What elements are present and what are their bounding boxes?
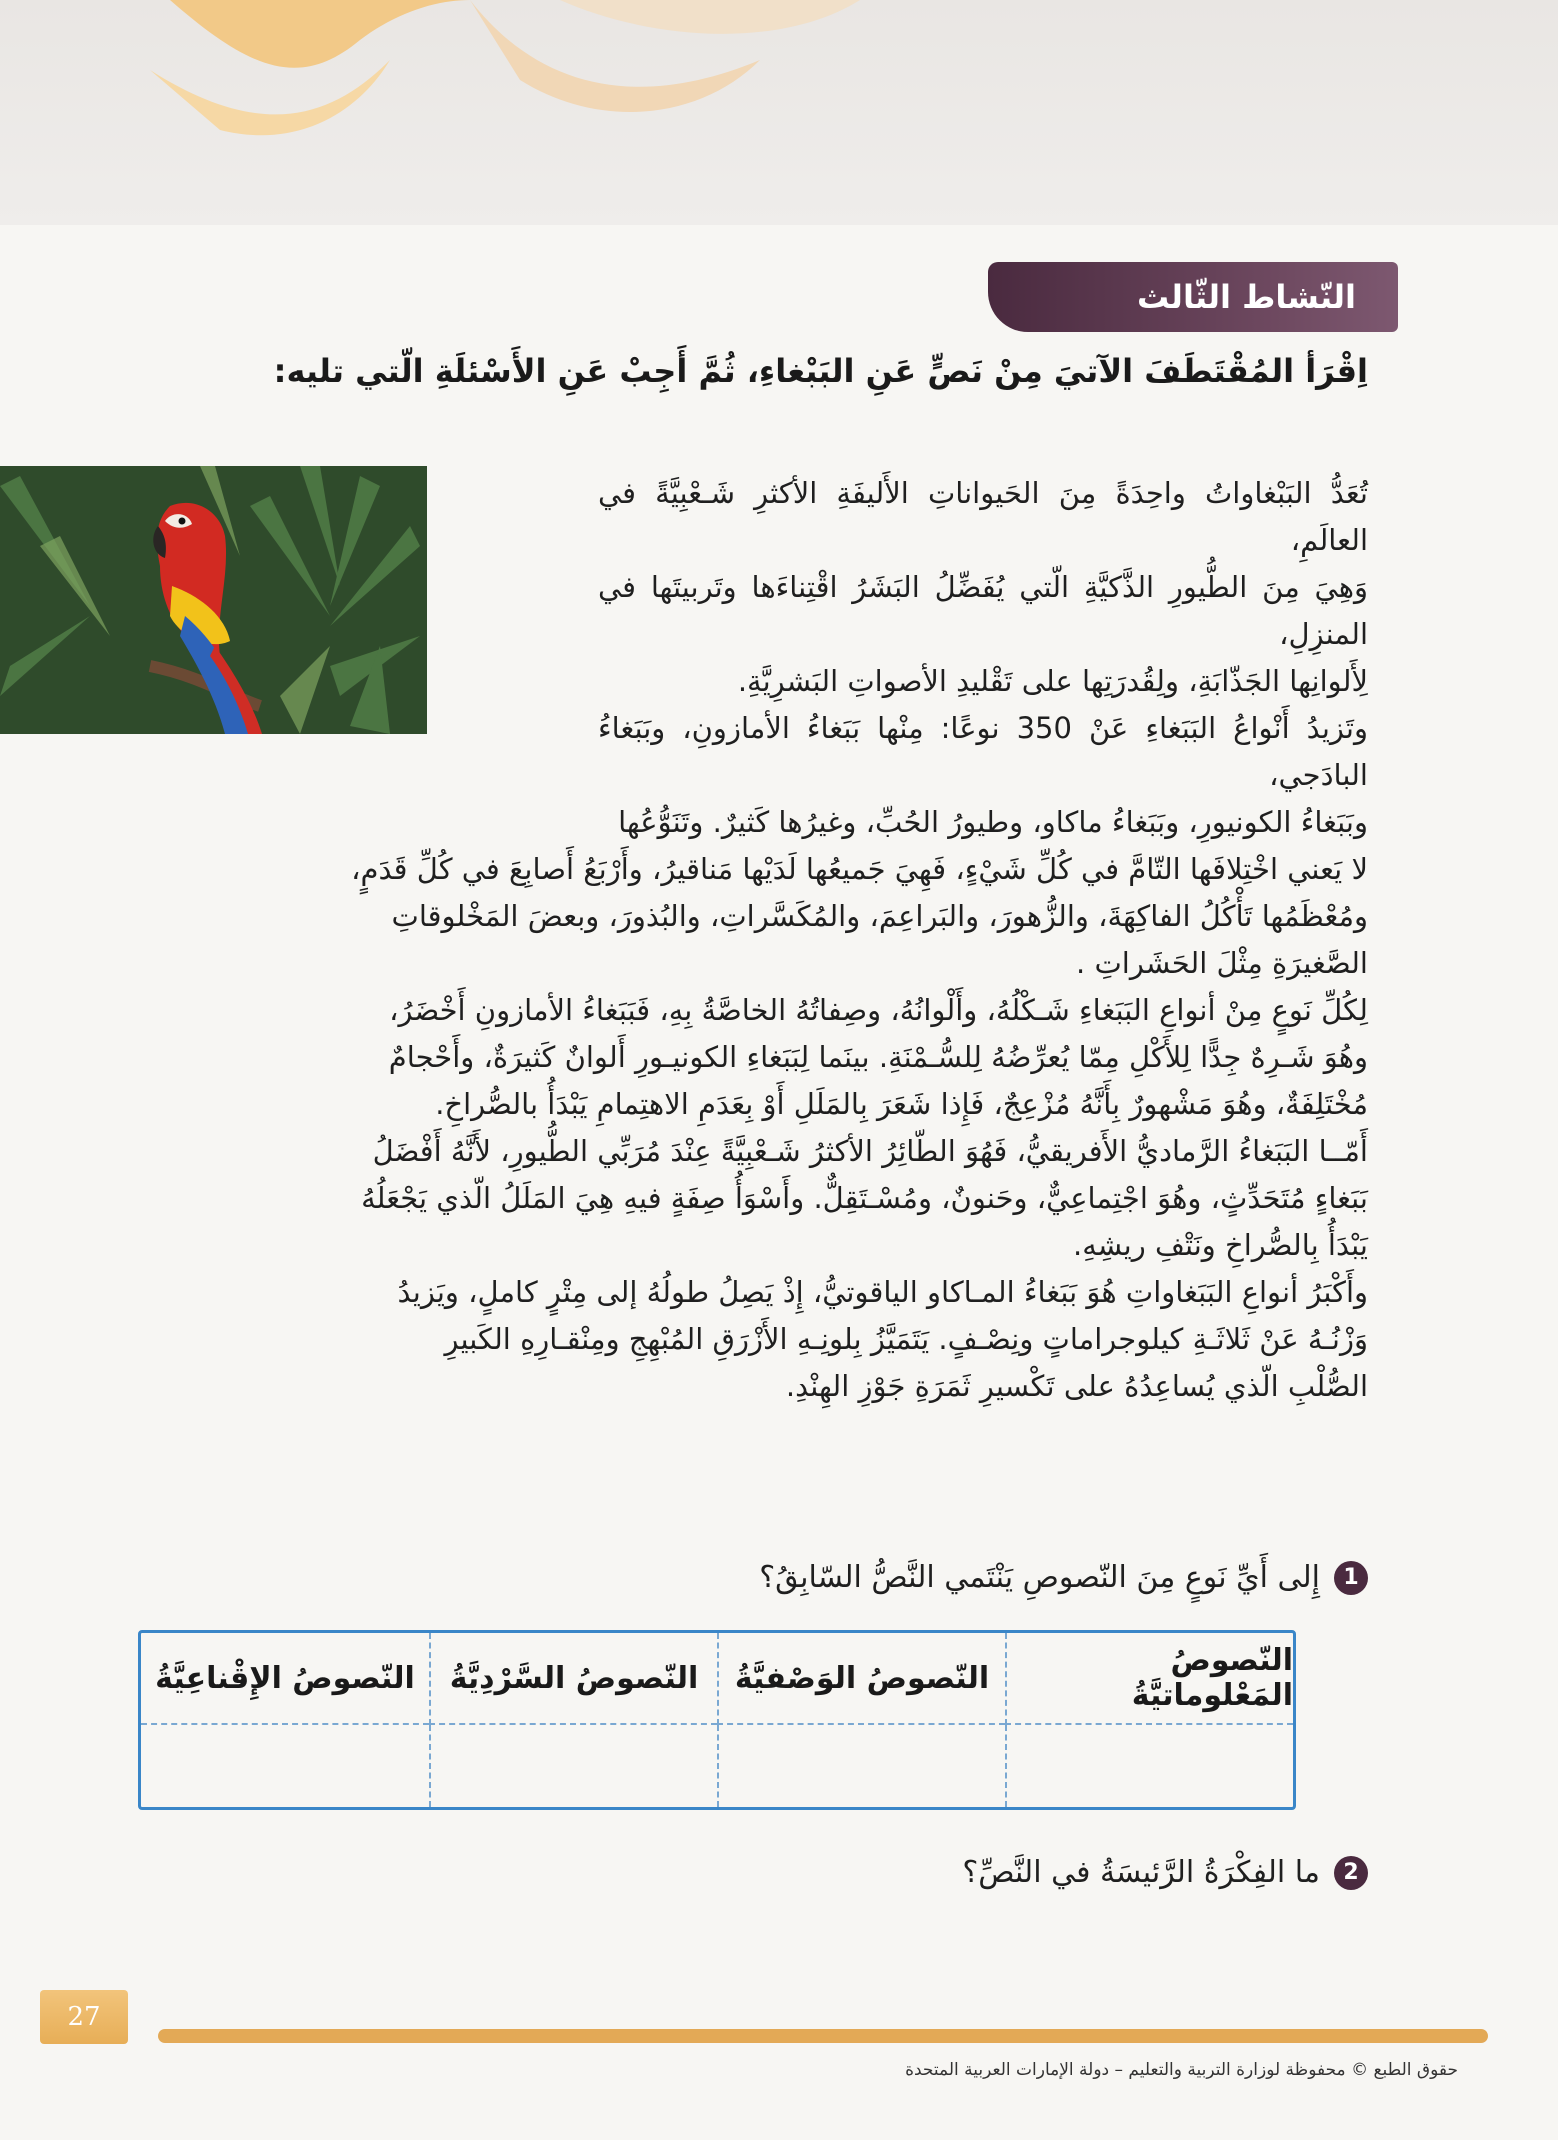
passage-line: يَبْدَأُ بِالصُّراخِ ونَتْفِ ريشِهِ. [1073,1228,1368,1262]
answer-cell-descriptive[interactable] [717,1725,1005,1807]
passage-line: الصُّلْبِ الّذي يُساعِدُهُ على تَكْسيرِ ثَمَرَةِ جَوْزِ الهِنْدِ. [785,1369,1368,1403]
passage-line: تُعَدُّ البَبْغاواتُ واحِدَةً مِنَ الحَيواناتِ الأَليفَةِ الأكثرِ شَـعْبِيَّةً في العالَمِ، [598,476,1368,557]
passage-line: وأَكْبَرُ أنواعِ البَبَغاواتِ هُوَ بَبَغاءُ المـاكاو الياقوتيُّ، إِذْ يَصِلُ طولُهُ إلى مِتْرٍ كاملٍ، ويَزيدُ [397,1275,1368,1309]
question-1 [759,1560,1368,1595]
question-2 [962,1855,1368,1890]
table-header-narrative: النّصوصُ السَّرْدِيَّةُ [429,1633,717,1725]
passage-line: لا يَعني اخْتِلافَها التّامَّ في كُلِّ شَيْءٍ، فَهِيَ جَميعُها لَدَيْها مَناقيرُ، وأَرْبَعُ أَصابِعَ في كُلِّ قَدَمٍ، [351,852,1368,886]
answer-cell-informational[interactable] [1005,1725,1293,1807]
passage-line: مُخْتَلِفَةٌ، وهُوَ مَشْهورٌ بِأَنَّهُ مُزْعِجٌ، فَإِذا شَعَرَ بِالمَلَلِ أَوْ بِعَدَمِ الاهتِمامِ يَبْدَأُ بالصُّراخِ. [435,1087,1368,1121]
passage-line: وهُوَ شَـرِهٌ جِدًّا لِلأَكْلِ مِمّا يُعرِّضُهُ لِلسُّـمْنَةِ. بينَما لِبَبَغاءِ الكونيـورِ أَلوانٌ كَثيرَةٌ، وأَحْجامٌ [388,1040,1368,1074]
table-header-descriptive: النّصوصُ الوَصْفيَّةُ [717,1633,1005,1725]
passage-line: لِأَلوانِها الجَذّابَةِ، ولِقُدرَتِها على تَقْليدِ الأصواتِ البَشرِيَّةِ. [737,664,1368,698]
question-text: ما الفِكْرَةُ الرَّئيسَةُ في النَّصِّ؟ [962,1855,1320,1890]
passage-text [288,470,1368,1410]
passage-line: ومُعْظَمُها تَأْكُلُ الفاكِهَةَ، والزُّهورَ، والبَراعِمَ، والمُكَسَّراتِ، والبُذورَ، وبعضَ المَخْلوقاتِ [391,899,1368,933]
passage-line: لِكُلِّ نَوعٍ مِنْ أنواعِ البَبَغاءِ شَـكْلُهُ، وأَلْوانُهُ، وصِفاتُهُ الخاصَّةُ بِهِ، فَبَبَغاءُ الأمازونِ أَخْضَرُ، [389,993,1368,1027]
passage-line: وتَزيدُ أَنْواعُ البَبَغاءِ عَنْ 350 نوعًا: مِنْها بَبَغاءُ الأمازونِ، وبَبَغاءُ البادَجي، [598,711,1369,792]
text-types-table [138,1630,1296,1810]
answer-cell-persuasive[interactable] [141,1725,429,1807]
activity-instruction: اِقْرَأ المُقْتَطَفَ الآتيَ مِنْ نَصٍّ عَنِ البَبْغاءِ، ثُمَّ أَجِبْ عَنِ الأَسْئلَةِ الّتي تليه: [273,352,1368,390]
question-number-badge: 2 [1334,1856,1368,1890]
header-decoration [0,0,1558,160]
passage-line: وَهِيَ مِنَ الطُّيورِ الذَّكيَّةِ الّتي يُفَضِّلُ البَشَرُ اقْتِناءَها وتَربيتَها في المنزِلِ، [598,570,1368,651]
passage-line: وَزْنُـهُ عَنْ ثَلاثَـةِ كيلوجراماتٍ ونِصْـفٍ. يَتَمَيَّزُ بِلونِـهِ الأَزْرَقِ المُبْهِجِ ومِنْقـارِهِ الكَبيرِ [444,1322,1368,1356]
answer-cell-narrative[interactable] [429,1725,717,1807]
activity-title: النّشاط الثّالث [1137,278,1356,316]
question-number-badge: 1 [1334,1561,1368,1595]
footer-accent-bar [158,2029,1488,2043]
passage-line: الصَّغيرَةِ مِثْلَ الحَشَراتِ . [1076,946,1368,980]
question-text: إِلى أَيِّ نَوعٍ مِنَ النّصوصِ يَنْتَمي النَّصُّ السّابِقُ؟ [759,1560,1320,1595]
table-header-informational: النّصوصُ المَعْلوماتيَّةُ [1005,1633,1293,1725]
table-header-persuasive: النّصوصُ الإِقْناعِيَّةُ [141,1633,429,1725]
passage-line: وبَبَغاءُ الكونيورِ، وبَبَغاءُ ماكاو، وطيورُ الحُبِّ، وغيرُها كَثيرٌ. وتَنَوُّعُها [618,805,1368,839]
page-number: 27 [40,1990,128,2044]
passage-line: بَبَغاءٍ مُتَحَدِّثٍ، وهُوَ اجْتِماعِيٌّ، وحَنونٌ، ومُسْـتَقِلٌّ. وأَسْوَأُ صِفَةٍ فيهِ هِيَ المَلَلُ الّذي يَجْعَلُهُ [361,1181,1368,1215]
activity-title-tab [988,262,1398,332]
copyright-notice: حقوق الطبع © محفوظة لوزارة التربية والتعليم – دولة الإمارات العربية المتحدة [905,2060,1458,2080]
passage-line: أَمّــا البَبَغاءُ الرَّماديُّ الأَفريقيُّ، فَهُوَ الطّائِرُ الأكثرُ شَـعْبِيَّةً عِنْدَ مُرَبِّي الطُّيورِ، لأَنَّهُ أَفْضَلُ [372,1134,1368,1168]
